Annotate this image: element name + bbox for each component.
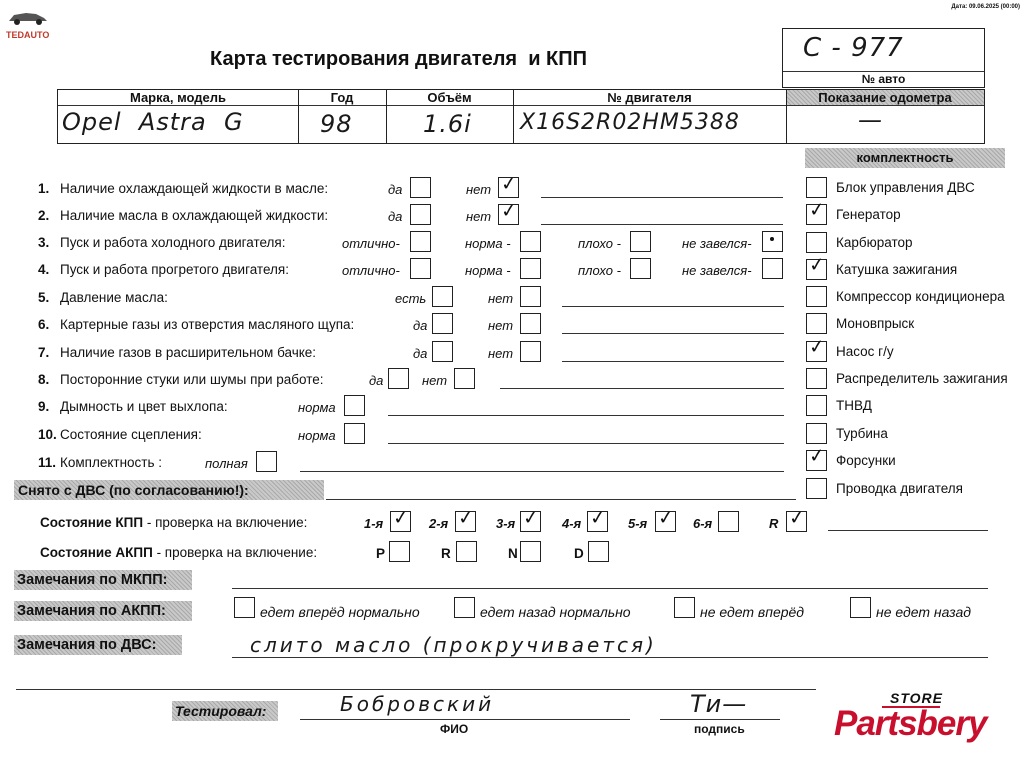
car-icon <box>6 8 50 26</box>
check-5-option-1[interactable] <box>432 286 453 307</box>
option-label: есть <box>395 291 427 306</box>
check-label: Состояние сцепления: <box>60 427 202 442</box>
akpp-mode-label: P <box>376 546 386 561</box>
info-table <box>57 89 985 144</box>
option-label: нет <box>466 209 492 224</box>
store-logo: STORE Partsbery <box>834 690 987 743</box>
logo-text: TEDAUTO <box>6 30 50 40</box>
komplekt-item-label: Форсунки <box>836 453 896 468</box>
komplekt-item-label: Проводка двигателя <box>836 481 963 496</box>
check-label: Дымность и цвет выхлопа: <box>60 399 228 414</box>
komplekt-item-label: Насос г/у <box>836 344 894 359</box>
check-6-option-1[interactable] <box>432 313 453 334</box>
check-label: Наличие газов в расширительном бачке: <box>60 345 317 360</box>
check-mark-icon: ✓ <box>456 506 475 530</box>
check-label: Давление масла: <box>60 290 168 305</box>
check-8-option-1[interactable] <box>388 368 409 389</box>
check-3-option-2[interactable] <box>520 231 541 252</box>
option-label: отлично- <box>342 236 400 251</box>
fio-label: ФИО <box>440 722 469 736</box>
gear-label: 6-я <box>693 516 713 531</box>
remarks-dvs-label: Замечания по ДВС: <box>14 635 182 655</box>
check-mark-icon: ✓ <box>499 172 518 196</box>
check-number: 4. <box>38 262 50 277</box>
option-label: нет <box>422 373 448 388</box>
check-3-option-1[interactable] <box>410 231 431 252</box>
akpp-remark-label: едет вперёд нормально <box>260 604 420 620</box>
check-mark-icon: ✓ <box>656 506 675 530</box>
check-1-option-1[interactable] <box>410 177 431 198</box>
tester-name: Бобровский <box>340 692 495 716</box>
komplekt-item-label: Катушка зажигания <box>836 262 958 277</box>
check-mark-icon: ✓ <box>807 253 826 277</box>
check-number: 8. <box>38 372 50 387</box>
option-label: да <box>388 182 403 197</box>
check-3-option-3[interactable] <box>630 231 651 252</box>
check-mark-icon: ✓ <box>499 199 518 223</box>
car-number-box <box>782 28 985 88</box>
car-number-label: № авто <box>861 72 906 86</box>
gear-label: 5-я <box>628 516 648 531</box>
option-label: да <box>413 346 428 361</box>
komplekt-item-label: Генератор <box>836 207 901 222</box>
check-label: Комплектность : <box>60 455 163 470</box>
check-number: 6. <box>38 317 50 332</box>
akpp-mode-3-checkbox[interactable] <box>520 541 541 562</box>
page-title: Карта тестирования двигателя и КПП <box>210 48 588 70</box>
gear-6-checkbox[interactable] <box>718 511 739 532</box>
option-label: нет <box>488 346 514 361</box>
akpp-remark-label: едет назад нормально <box>480 604 631 620</box>
akpp-remark-label: не едет вперёд <box>700 604 805 620</box>
komplekt-item-label: Распределитель зажигания <box>836 371 1008 386</box>
option-label: не завелся- <box>682 236 752 251</box>
check-6-option-2[interactable] <box>520 313 541 334</box>
check-3-option-4[interactable] <box>762 231 783 252</box>
check-10-option-1[interactable] <box>344 423 365 444</box>
removed-label: Снято с ДВС (по согласованию!): <box>14 480 324 500</box>
check-4-option-3[interactable] <box>630 258 651 279</box>
akpp-mode-label: N <box>508 546 518 561</box>
header-volume: Объём <box>427 90 472 105</box>
akpp-mode-1-checkbox[interactable] <box>389 541 410 562</box>
check-2-option-1[interactable] <box>410 204 431 225</box>
komplekt-6-checkbox[interactable] <box>806 313 827 334</box>
gear-label: 4-я <box>562 516 582 531</box>
option-label: да <box>413 318 428 333</box>
check-label: Наличие масла в охлаждающей жидкости: <box>60 208 329 223</box>
komplekt-3-checkbox[interactable] <box>806 232 827 253</box>
option-label: норма <box>298 428 336 443</box>
option-label: полная <box>205 456 248 471</box>
akpp-mode-4-checkbox[interactable] <box>588 541 609 562</box>
option-label: нет <box>488 318 514 333</box>
header-year: Год <box>330 90 354 105</box>
check-4-option-4[interactable] <box>762 258 783 279</box>
gear-label: 3-я <box>496 516 516 531</box>
date-stamp: Дата: 09.06.2025 (00:00) <box>951 4 1020 10</box>
check-mark-icon: ✓ <box>588 506 607 530</box>
komplekt-1-checkbox[interactable] <box>806 177 827 198</box>
komplekt-10-checkbox[interactable] <box>806 423 827 444</box>
kpp-label: Состояние КПП - проверка на включение: <box>40 515 308 530</box>
option-label: не завелся- <box>682 263 752 278</box>
car-number-value: С - 977 <box>803 33 904 63</box>
akpp-remark-4-checkbox[interactable] <box>850 597 871 618</box>
option-label: нет <box>466 182 492 197</box>
remarks-mkpp-label: Замечания по МКПП: <box>14 570 192 590</box>
remarks-akpp-label: Замечания по АКПП: <box>14 601 192 621</box>
akpp-label: Состояние АКПП - проверка на включение: <box>40 545 318 560</box>
komplekt-item-label: Блок управления ДВС <box>836 180 975 195</box>
option-label: плохо - <box>578 236 621 251</box>
komplekt-item-label: Турбина <box>836 426 888 441</box>
option-label: плохо - <box>578 263 621 278</box>
check-5-option-2[interactable] <box>520 286 541 307</box>
option-label: да <box>388 209 403 224</box>
check-11-option-1[interactable] <box>256 451 277 472</box>
check-label: Посторонние стуки или шумы при работе: <box>60 372 324 387</box>
header-odometer: Показание одометра <box>818 90 952 105</box>
akpp-mode-label: D <box>574 546 584 561</box>
check-number: 5. <box>38 290 50 305</box>
gear-label: 2-я <box>429 516 449 531</box>
check-4-option-2[interactable] <box>520 258 541 279</box>
option-label: нет <box>488 291 514 306</box>
value-engine-number: X16S2R02HM5388 <box>520 110 740 135</box>
check-number: 10. <box>38 427 57 442</box>
option-label: норма - <box>465 236 511 251</box>
check-mark-icon: ✓ <box>391 506 410 530</box>
check-label: Пуск и работа холодного двигателя: <box>60 235 286 250</box>
check-number: 9. <box>38 399 50 414</box>
header-engine-number: № двигателя <box>607 90 692 105</box>
komplekt-5-checkbox[interactable] <box>806 286 827 307</box>
option-label: норма <box>298 400 336 415</box>
option-label: норма - <box>465 263 511 278</box>
check-mark-icon: ✓ <box>807 198 826 222</box>
gear-label: 1-я <box>364 516 384 531</box>
komplekt-item-label: ТНВД <box>836 398 872 413</box>
check-number: 2. <box>38 208 50 223</box>
value-volume: 1.6i <box>423 110 472 138</box>
komplekt-12-checkbox[interactable] <box>806 478 827 499</box>
check-4-option-1[interactable] <box>410 258 431 279</box>
option-label: отлично- <box>342 263 400 278</box>
check-label: Картерные газы из отверстия масляного щупа: <box>60 317 355 332</box>
komplekt-item-label: Компрессор кондиционера <box>836 289 1005 304</box>
akpp-remark-3-checkbox[interactable] <box>674 597 695 618</box>
check-9-option-1[interactable] <box>344 395 365 416</box>
komplekt-item-label: Карбюратор <box>836 235 913 250</box>
komplekt-item-label: Моновпрыск <box>836 316 915 331</box>
check-number: 3. <box>38 235 50 250</box>
check-mark-icon: ✓ <box>787 506 806 530</box>
signature-label: подпись <box>694 722 745 736</box>
akpp-mode-label: R <box>441 546 451 561</box>
akpp-mode-2-checkbox[interactable] <box>456 541 477 562</box>
check-label: Пуск и работа прогретого двигателя: <box>60 262 289 277</box>
akpp-remark-label: не едет назад <box>876 604 971 620</box>
check-mark-icon: ✓ <box>807 335 826 359</box>
option-label: да <box>369 373 384 388</box>
tested-label: Тестировал: <box>172 701 278 721</box>
header-model: Марка, модель <box>129 90 227 105</box>
check-mark-icon: ✓ <box>807 444 826 468</box>
check-mark-icon: ✓ <box>521 506 540 530</box>
value-odometer: — <box>858 106 883 134</box>
signature: Ти— <box>690 690 748 718</box>
check-7-option-2[interactable] <box>520 341 541 362</box>
value-year: 98 <box>320 110 353 138</box>
akpp-remark-2-checkbox[interactable] <box>454 597 475 618</box>
komplekt-9-checkbox[interactable] <box>806 395 827 416</box>
dot-mark <box>770 237 774 241</box>
check-label: Наличие охлаждающей жидкости в масле: <box>60 181 329 196</box>
komplekt-header: комплектность <box>805 148 1005 168</box>
check-7-option-1[interactable] <box>432 341 453 362</box>
check-number: 7. <box>38 345 50 360</box>
check-number: 1. <box>38 181 50 196</box>
gear-label: R <box>769 516 779 531</box>
remarks-dvs-value: слито масло (прокручивается) <box>250 633 657 657</box>
brand-logo <box>6 8 50 38</box>
akpp-remark-1-checkbox[interactable] <box>234 597 255 618</box>
komplekt-8-checkbox[interactable] <box>806 368 827 389</box>
check-number: 11. <box>38 455 57 470</box>
value-model: Opel Astra G <box>62 108 244 136</box>
check-8-option-2[interactable] <box>454 368 475 389</box>
